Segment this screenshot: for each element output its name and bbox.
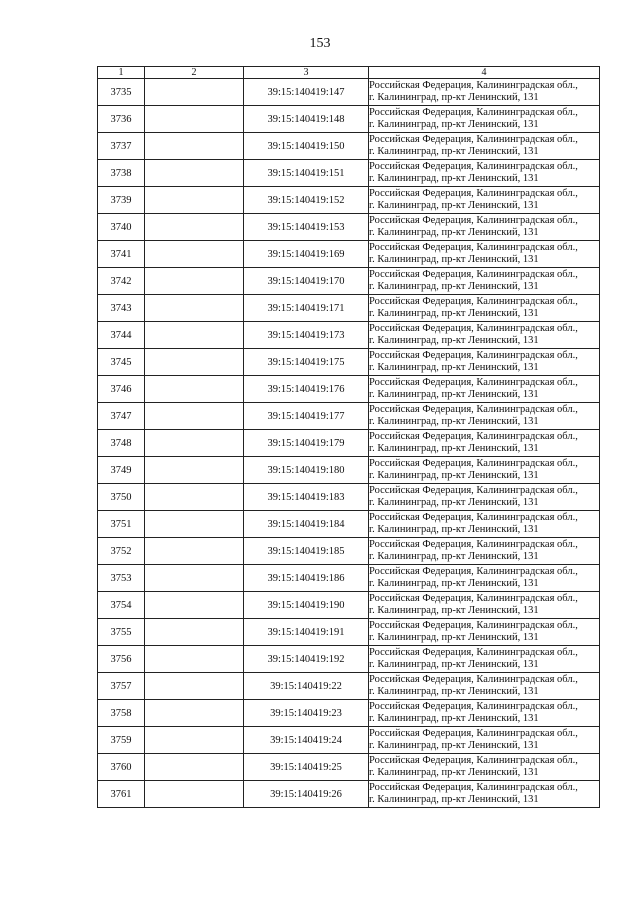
- address-line-1: Российская Федерация, Калининградская обл.,: [369, 377, 578, 388]
- cadastral-number: 39:15:140419:147: [244, 79, 369, 106]
- row-number: 3736: [98, 106, 145, 133]
- row-col2: [145, 700, 244, 727]
- row-col2: [145, 619, 244, 646]
- address-line-1: Российская Федерация, Калининградская обл.,: [369, 242, 578, 253]
- row-col2: [145, 646, 244, 673]
- address-line-1: Российская Федерация, Калининградская обл.,: [369, 782, 578, 793]
- address-line-1: Российская Федерация, Калининградская обл.,: [369, 728, 578, 739]
- row-col2: [145, 268, 244, 295]
- address-line-1: Российская Федерация, Калининградская обл.,: [369, 107, 578, 118]
- row-col2: [145, 133, 244, 160]
- row-number: 3756: [98, 646, 145, 673]
- address-cell: [369, 133, 600, 160]
- cadastral-number: 39:15:140419:24: [244, 727, 369, 754]
- address-cell: [369, 592, 600, 619]
- address-line-2: г. Калининград, пр-кт Ленинский, 131: [369, 524, 539, 535]
- row-col2: [145, 376, 244, 403]
- table-row: [98, 430, 600, 457]
- address-cell: [369, 322, 600, 349]
- address-line-1: Российская Федерация, Калининградская обл.,: [369, 485, 578, 496]
- cadastral-number: 39:15:140419:151: [244, 160, 369, 187]
- row-number: 3750: [98, 484, 145, 511]
- address-line-2: г. Калининград, пр-кт Ленинский, 131: [369, 308, 539, 319]
- table-body: [98, 79, 600, 808]
- row-col2: [145, 727, 244, 754]
- address-line-1: Российская Федерация, Калининградская обл.,: [369, 404, 578, 415]
- address-line-1: Российская Федерация, Калининградская обл.,: [369, 350, 578, 361]
- row-number: 3745: [98, 349, 145, 376]
- address-line-2: г. Калининград, пр-кт Ленинский, 131: [369, 254, 539, 265]
- address-line-2: г. Калининград, пр-кт Ленинский, 131: [369, 497, 539, 508]
- cadastral-number: 39:15:140419:192: [244, 646, 369, 673]
- row-number: 3754: [98, 592, 145, 619]
- table-row: [98, 160, 600, 187]
- table-row: [98, 457, 600, 484]
- address-line-2: г. Калининград, пр-кт Ленинский, 131: [369, 173, 539, 184]
- address-cell: [369, 349, 600, 376]
- row-number: 3758: [98, 700, 145, 727]
- row-col2: [145, 160, 244, 187]
- address-cell: [369, 268, 600, 295]
- table-row: [98, 322, 600, 349]
- row-number: 3748: [98, 430, 145, 457]
- column-header-4: 4: [369, 67, 600, 79]
- address-line-2: г. Калининград, пр-кт Ленинский, 131: [369, 146, 539, 157]
- address-line-1: Российская Федерация, Калининградская обл.,: [369, 296, 578, 307]
- address-cell: [369, 241, 600, 268]
- address-line-1: Российская Федерация, Калининградская обл.,: [369, 215, 578, 226]
- cadastral-number: 39:15:140419:22: [244, 673, 369, 700]
- row-number: 3760: [98, 754, 145, 781]
- table-row: [98, 511, 600, 538]
- cadastral-number: 39:15:140419:184: [244, 511, 369, 538]
- address-line-1: Российская Федерация, Калининградская обл.,: [369, 593, 578, 604]
- address-cell: [369, 781, 600, 808]
- property-registry-table: [97, 66, 600, 808]
- address-line-2: г. Калининград, пр-кт Ленинский, 131: [369, 659, 539, 670]
- address-line-1: Российская Федерация, Калининградская обл.,: [369, 431, 578, 442]
- address-line-2: г. Калининград, пр-кт Ленинский, 131: [369, 335, 539, 346]
- address-line-2: г. Калининград, пр-кт Ленинский, 131: [369, 389, 539, 400]
- table-row: [98, 565, 600, 592]
- address-cell: [369, 565, 600, 592]
- address-line-1: Российская Федерация, Калининградская обл.,: [369, 458, 578, 469]
- row-number: 3740: [98, 214, 145, 241]
- address-line-1: Российская Федерация, Калининградская обл.,: [369, 647, 578, 658]
- cadastral-number: 39:15:140419:190: [244, 592, 369, 619]
- table-row: [98, 727, 600, 754]
- row-col2: [145, 79, 244, 106]
- row-col2: [145, 295, 244, 322]
- cadastral-number: 39:15:140419:180: [244, 457, 369, 484]
- table-row: [98, 403, 600, 430]
- address-line-1: Российская Федерация, Калининградская обл.,: [369, 674, 578, 685]
- address-cell: [369, 646, 600, 673]
- row-number: 3743: [98, 295, 145, 322]
- table-row: [98, 349, 600, 376]
- address-cell: [369, 619, 600, 646]
- address-line-1: Российская Федерация, Калининградская обл.,: [369, 566, 578, 577]
- address-line-1: Российская Федерация, Калининградская обл.,: [369, 755, 578, 766]
- table-row: [98, 241, 600, 268]
- table-row: [98, 592, 600, 619]
- table-row: [98, 646, 600, 673]
- cadastral-number: 39:15:140419:23: [244, 700, 369, 727]
- cadastral-number: 39:15:140419:171: [244, 295, 369, 322]
- address-line-2: г. Калининград, пр-кт Ленинский, 131: [369, 578, 539, 589]
- table-row: [98, 268, 600, 295]
- row-number: 3752: [98, 538, 145, 565]
- table-row: [98, 484, 600, 511]
- row-number: 3753: [98, 565, 145, 592]
- row-number: 3761: [98, 781, 145, 808]
- cadastral-number: 39:15:140419:179: [244, 430, 369, 457]
- address-line-2: г. Калининград, пр-кт Ленинский, 131: [369, 200, 539, 211]
- cadastral-number: 39:15:140419:185: [244, 538, 369, 565]
- table-row: [98, 376, 600, 403]
- row-col2: [145, 565, 244, 592]
- address-cell: [369, 673, 600, 700]
- column-header-2: 2: [145, 67, 244, 79]
- address-line-2: г. Калининград, пр-кт Ленинский, 131: [369, 416, 539, 427]
- row-number: 3735: [98, 79, 145, 106]
- row-number: 3755: [98, 619, 145, 646]
- table-row: [98, 619, 600, 646]
- row-number: 3751: [98, 511, 145, 538]
- table-row: [98, 538, 600, 565]
- address-line-1: Российская Федерация, Калининградская обл.,: [369, 269, 578, 280]
- table-row: [98, 106, 600, 133]
- cadastral-number: 39:15:140419:26: [244, 781, 369, 808]
- row-col2: [145, 673, 244, 700]
- address-line-1: Российская Федерация, Калининградская обл.,: [369, 539, 578, 550]
- address-cell: [369, 457, 600, 484]
- row-col2: [145, 322, 244, 349]
- cadastral-number: 39:15:140419:186: [244, 565, 369, 592]
- address-line-2: г. Калининград, пр-кт Ленинский, 131: [369, 767, 539, 778]
- table-row: [98, 700, 600, 727]
- row-col2: [145, 754, 244, 781]
- address-line-1: Российская Федерация, Калининградская обл.,: [369, 161, 578, 172]
- address-cell: [369, 187, 600, 214]
- table-row: [98, 214, 600, 241]
- address-line-2: г. Калининград, пр-кт Ленинский, 131: [369, 632, 539, 643]
- address-cell: [369, 700, 600, 727]
- address-line-2: г. Калининград, пр-кт Ленинский, 131: [369, 794, 539, 805]
- address-line-1: Российская Федерация, Калининградская обл.,: [369, 620, 578, 631]
- table-row: [98, 781, 600, 808]
- address-cell: [369, 295, 600, 322]
- cadastral-number: 39:15:140419:148: [244, 106, 369, 133]
- row-number: 3741: [98, 241, 145, 268]
- cadastral-number: 39:15:140419:150: [244, 133, 369, 160]
- row-col2: [145, 187, 244, 214]
- header-row: [98, 67, 600, 79]
- table-row: [98, 673, 600, 700]
- address-line-1: Российская Федерация, Калининградская обл.,: [369, 512, 578, 523]
- row-col2: [145, 106, 244, 133]
- row-number: 3749: [98, 457, 145, 484]
- cadastral-number: 39:15:140419:173: [244, 322, 369, 349]
- address-line-2: г. Калининград, пр-кт Ленинский, 131: [369, 470, 539, 481]
- cadastral-number: 39:15:140419:183: [244, 484, 369, 511]
- cadastral-number: 39:15:140419:169: [244, 241, 369, 268]
- address-cell: [369, 538, 600, 565]
- address-line-2: г. Калининград, пр-кт Ленинский, 131: [369, 551, 539, 562]
- address-cell: [369, 376, 600, 403]
- cadastral-number: 39:15:140419:170: [244, 268, 369, 295]
- cadastral-number: 39:15:140419:25: [244, 754, 369, 781]
- column-header-3: 3: [244, 67, 369, 79]
- address-line-2: г. Калининград, пр-кт Ленинский, 131: [369, 443, 539, 454]
- address-cell: [369, 403, 600, 430]
- row-number: 3747: [98, 403, 145, 430]
- cadastral-number: 39:15:140419:177: [244, 403, 369, 430]
- address-cell: [369, 754, 600, 781]
- address-cell: [369, 484, 600, 511]
- address-line-1: Российская Федерация, Калининградская обл.,: [369, 323, 578, 334]
- row-number: 3742: [98, 268, 145, 295]
- table-row: [98, 133, 600, 160]
- row-number: 3738: [98, 160, 145, 187]
- row-col2: [145, 241, 244, 268]
- address-cell: [369, 214, 600, 241]
- address-cell: [369, 106, 600, 133]
- address-line-2: г. Калининград, пр-кт Ленинский, 131: [369, 605, 539, 616]
- row-number: 3746: [98, 376, 145, 403]
- table-row: [98, 79, 600, 106]
- table-header: [98, 67, 600, 79]
- page-number: 153: [309, 36, 331, 51]
- address-cell: [369, 160, 600, 187]
- address-line-1: Российская Федерация, Калининградская обл.,: [369, 134, 578, 145]
- address-line-1: Российская Федерация, Калининградская обл.,: [369, 701, 578, 712]
- row-number: 3739: [98, 187, 145, 214]
- cadastral-number: 39:15:140419:191: [244, 619, 369, 646]
- row-col2: [145, 214, 244, 241]
- address-cell: [369, 511, 600, 538]
- row-number: 3757: [98, 673, 145, 700]
- row-col2: [145, 538, 244, 565]
- address-line-2: г. Калининград, пр-кт Ленинский, 131: [369, 740, 539, 751]
- cadastral-number: 39:15:140419:152: [244, 187, 369, 214]
- table-row: [98, 754, 600, 781]
- row-col2: [145, 511, 244, 538]
- row-number: 3744: [98, 322, 145, 349]
- address-cell: [369, 430, 600, 457]
- address-cell: [369, 79, 600, 106]
- address-line-2: г. Калининград, пр-кт Ленинский, 131: [369, 713, 539, 724]
- address-line-2: г. Калининград, пр-кт Ленинский, 131: [369, 92, 539, 103]
- address-line-2: г. Калининград, пр-кт Ленинский, 131: [369, 227, 539, 238]
- row-col2: [145, 781, 244, 808]
- table-row: [98, 295, 600, 322]
- row-number: 3759: [98, 727, 145, 754]
- address-line-2: г. Калининград, пр-кт Ленинский, 131: [369, 119, 539, 130]
- row-number: 3737: [98, 133, 145, 160]
- cadastral-number: 39:15:140419:175: [244, 349, 369, 376]
- address-cell: [369, 727, 600, 754]
- row-col2: [145, 457, 244, 484]
- address-line-1: Российская Федерация, Калининградская обл.,: [369, 80, 578, 91]
- table-row: [98, 187, 600, 214]
- cadastral-number: 39:15:140419:176: [244, 376, 369, 403]
- row-col2: [145, 484, 244, 511]
- address-line-2: г. Калининград, пр-кт Ленинский, 131: [369, 686, 539, 697]
- address-line-2: г. Калининград, пр-кт Ленинский, 131: [369, 281, 539, 292]
- column-header-1: 1: [98, 67, 145, 79]
- row-col2: [145, 592, 244, 619]
- address-line-2: г. Калининград, пр-кт Ленинский, 131: [369, 362, 539, 373]
- address-line-1: Российская Федерация, Калининградская обл.,: [369, 188, 578, 199]
- row-col2: [145, 403, 244, 430]
- row-col2: [145, 430, 244, 457]
- row-col2: [145, 349, 244, 376]
- cadastral-number: 39:15:140419:153: [244, 214, 369, 241]
